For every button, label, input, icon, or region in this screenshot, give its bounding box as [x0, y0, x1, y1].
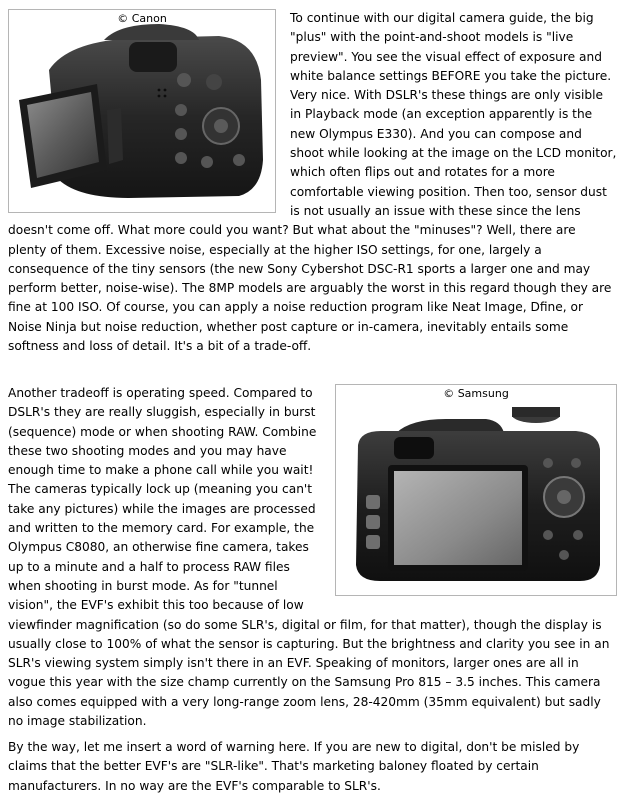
samsung-photo-credit: © Samsung — [443, 387, 509, 400]
article-paragraph-2: Another tradeoff is operating speed. Compared to DSLR's they are really sluggish, especially in burst (sequence) mode or when shooting RAW. Combine these two shooting modes and you may have enough time to make a phone call while you wait! The cameras typically lock up (meaning you can't take any pictures) while the images are processed and written to the memory card. For example, the Olympus C8080, an otherwise fine camera, takes up to a minute and a half to process RAW files when shooting in burst mode. As for "tunnel vision", the EVF's exhibit this too because of low viewfinder magnification (so do some SLR's, digital or film, for that matter), though the display is usually close to 100% of what the sensor is capturing. But the brightness and clarity you see in an SLR's viewing system simply isn't there in an EVF. Speaking of monitors, larger ones are all in vogue this year with the size champ currently on the Samsung Pro 815 – 3.5 inches. This camera also comes equipped with a very long-range zoom lens, 28-420mm (35mm equivalent) but sadly no image stabilization. — [8, 386, 610, 729]
canon-camera-figure — [8, 9, 276, 213]
canon-camera-image — [9, 10, 275, 212]
article-paragraph-3: By the way, let me insert a word of warning here. If you are new to digital, don't be misled by claims that the better EVF's are "SLR-like". That's marketing baloney floated by certain manufacturers. In no way are the EVF's comparable to SLR's. — [8, 740, 580, 793]
article-section-3 — [8, 738, 617, 796]
samsung-camera-image — [336, 385, 616, 595]
samsung-camera-figure — [335, 384, 617, 596]
article-section-2 — [8, 384, 617, 731]
article-section-1 — [8, 9, 617, 356]
canon-photo-credit: © Canon — [117, 12, 167, 25]
article-paragraph-1: To continue with our digital camera guide, the big "plus" with the point-and-shoot models is "live preview". You see the visual effect of exposure and white balance settings BEFORE you take the picture. Very nice. With DSLR's these things are only visible in Playback mode (an exception apparently is the new Olympus E330). And you can compose and shoot while looking at the image on the LCD monitor, which often flips out and rotates for a more comfortable viewing position. Then too, sensor dust is not usually an issue with these since the lens doesn't come off. What more could you want? But what about the "minuses"? Well, there are plenty of them. Excessive noise, especially at the higher ISO settings, for one, largely a consequence of the tiny sensors (the new Sony Cybershot DSC-R1 sports a larger one and may perform better, noise-wise). The 8MP models are arguably the worst in this regard though they are fine at 100 ISO. Of course, you can apply a noise reduction program like Neat Image, Dfine, or Noise Ninja but noise reduction, whether post capture or in-camera, inevitably entails some softness and loss of detail. It's a bit of a trade-off. — [8, 11, 617, 354]
